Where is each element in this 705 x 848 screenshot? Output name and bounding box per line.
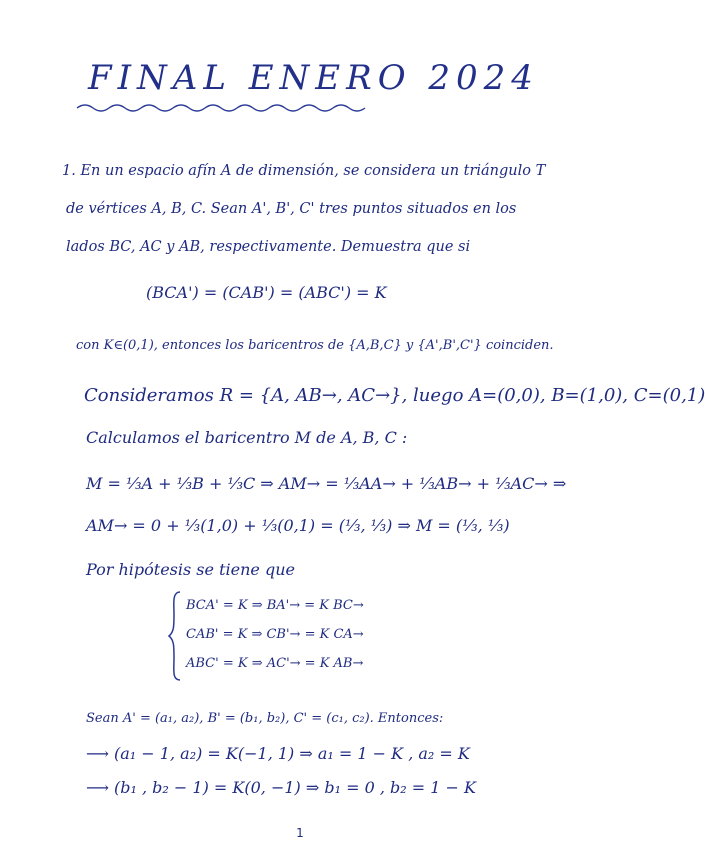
solution-line-barycenter-intro: Calculamos el baricentro M de A, B, C : [86, 428, 408, 447]
page-title: FINAL ENERO 2024 [88, 58, 539, 98]
solution-line-reference-frame: Consideramos R = {A, AB→, AC→}, luego A=(0,0), B=(1,0), C=(0,1) [84, 385, 705, 406]
system-equation-3: ABC' = K ⇒ AC'→ = K AB→ [186, 656, 364, 671]
solution-line-barycenter-formula: M = ⅓A + ⅓B + ⅓C ⇒ AM→ = ⅓AA→ + ⅓AB→ + ⅓AC→ ⇒ [86, 474, 567, 493]
page-number: 1 [296, 826, 304, 840]
system-left-brace [168, 590, 182, 682]
solution-line-hypothesis: Por hipótesis se tiene que [86, 560, 295, 579]
problem-statement-line-2: de vértices A, B, C. Sean A', B', C' tres puntos situados en los [66, 201, 517, 217]
solution-line-b-prime: ⟶ (b₁ , b₂ − 1) = K(0, −1) ⇒ b₁ = 0 , b₂ = 1 − K [86, 778, 476, 797]
system-equation-2: CAB' = K ⇒ CB'→ = K CA→ [186, 627, 364, 642]
problem-equation: (BCA') = (CAB') = (ABC') = K [146, 283, 387, 302]
problem-statement-line-3: lados BC, AC y AB, respectivamente. Demuestra que si [66, 239, 471, 255]
solution-line-barycenter-result: AM→ = 0 + ⅓(1,0) + ⅓(0,1) = (⅓, ⅓) ⇒ M = (⅓, ⅓) [86, 516, 510, 535]
solution-line-primed-points: Sean A' = (a₁, a₂), B' = (b₁, b₂), C' = (c₁, c₂). Entonces: [86, 711, 444, 726]
title-underline-squiggle [75, 100, 375, 114]
problem-statement-line-1: 1. En un espacio afín A de dimensión, se considera un triángulo T [62, 163, 546, 179]
solution-line-a-prime: ⟶ (a₁ − 1, a₂) = K(−1, 1) ⇒ a₁ = 1 − K , a₂ = K [86, 744, 470, 763]
system-equation-1: BCA' = K ⇒ BA'→ = K BC→ [186, 598, 364, 613]
problem-statement-line-4: con K∈(0,1), entonces los baricentros de {A,B,C} y {A',B',C'} coinciden. [76, 338, 554, 353]
